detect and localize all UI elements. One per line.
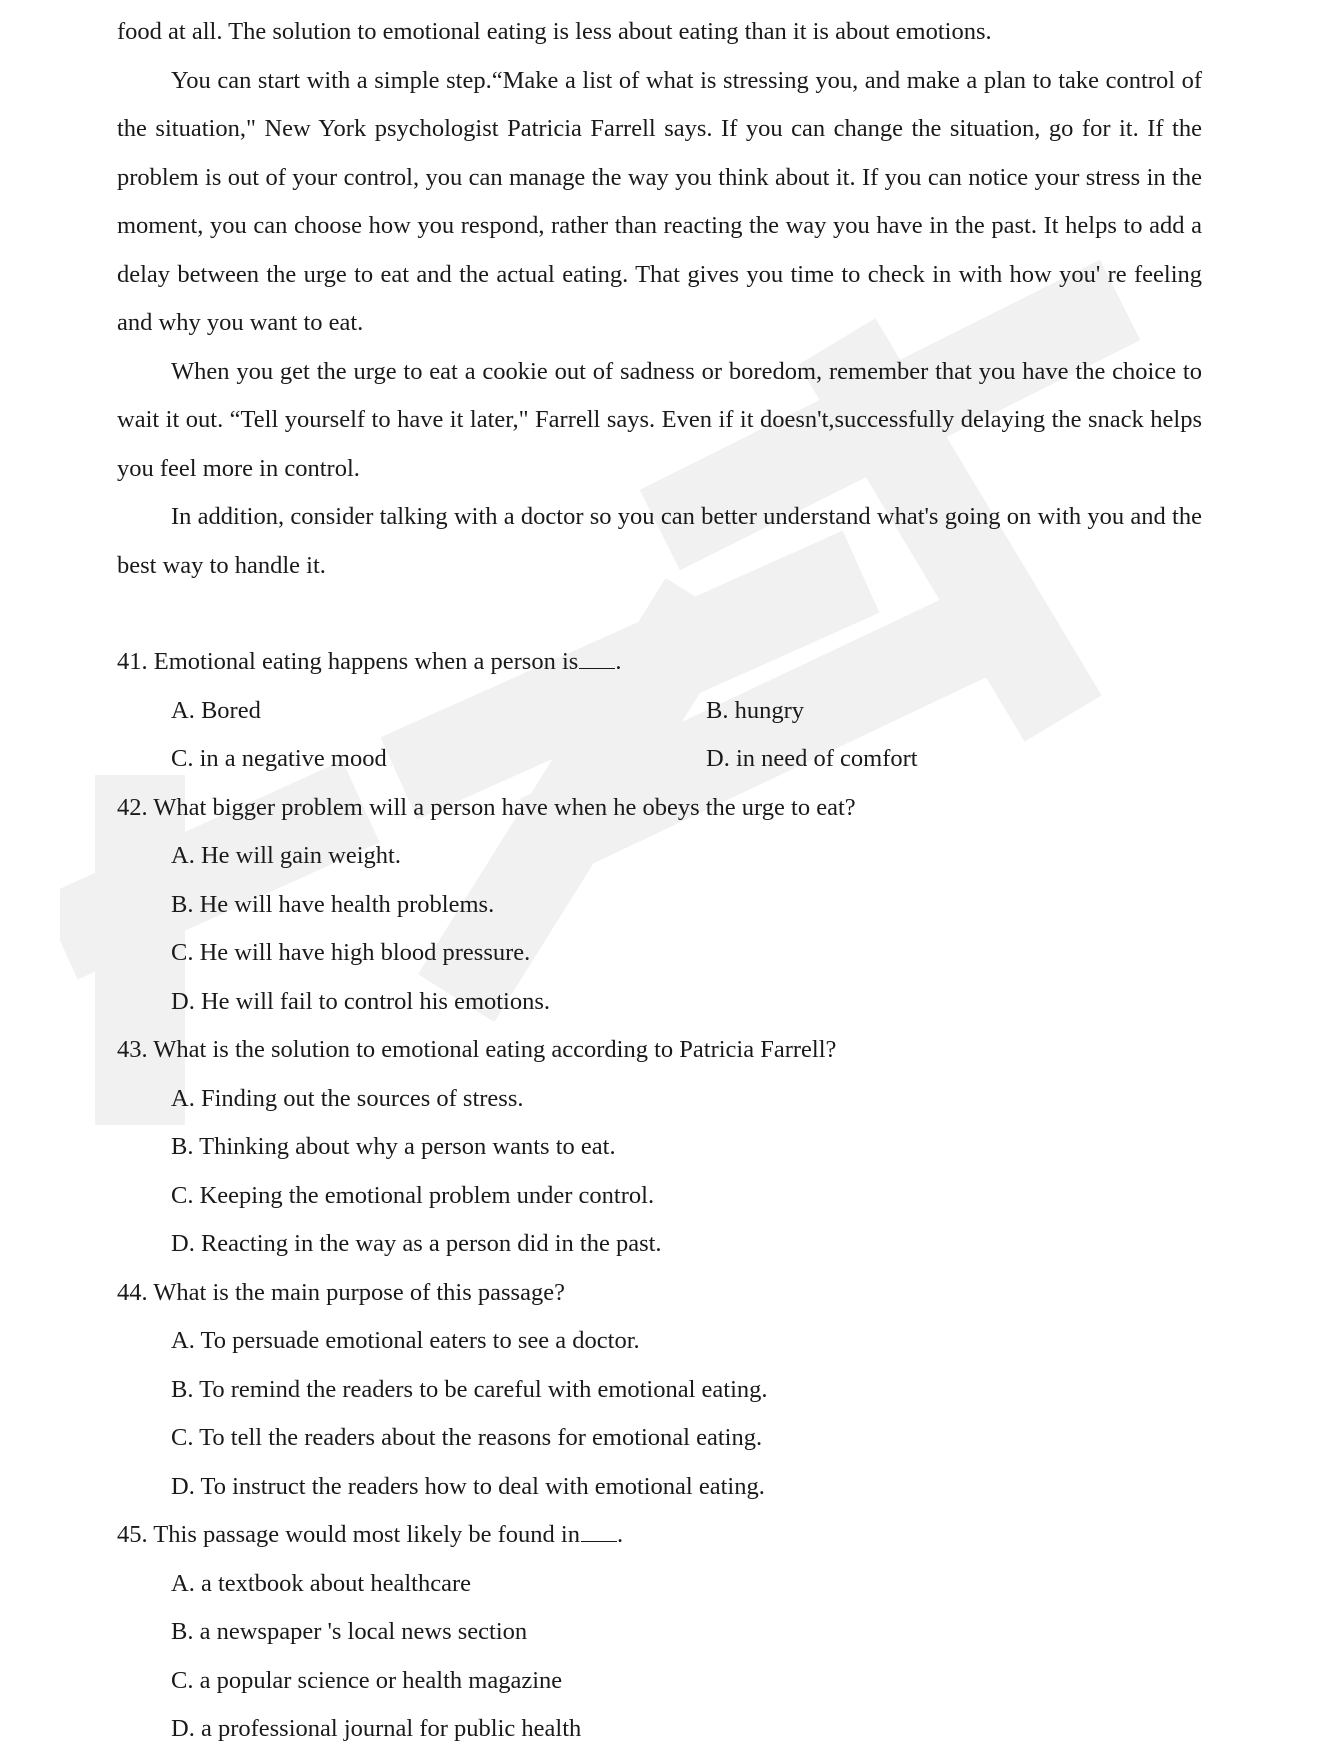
option-d: D. He will fail to control his emotions.	[171, 987, 551, 1015]
option-b: B. a newspaper 's local news section	[171, 1618, 528, 1645]
question-stem-suffix: .	[616, 1521, 624, 1548]
option-a: A. Bored	[171, 696, 261, 724]
option-d: D. a professional journal for public health	[171, 1715, 582, 1742]
options-list	[117, 1560, 1202, 1754]
option-b: B. hungry	[706, 696, 804, 724]
question-stem-text: 45. This passage would most likely be found in	[117, 1521, 580, 1548]
option-b: B. He will have health problems.	[171, 890, 495, 918]
question-45	[117, 1511, 1202, 1754]
option-c: C. To tell the readers about the reasons for emotional eating.	[171, 1424, 763, 1451]
option-a: A. Finding out the sources of stress.	[171, 1084, 524, 1112]
question-stem	[117, 1511, 1202, 1560]
options-list	[117, 687, 1202, 784]
option-d: D. Reacting in the way as a person did in the past.	[171, 1230, 662, 1257]
question-43	[117, 1026, 1202, 1269]
option-a: A. He will gain weight.	[171, 842, 401, 869]
paragraph-1: food at all. The solution to emotional eating is less about eating than it is about emotions.	[117, 18, 992, 45]
options-list	[117, 1317, 1202, 1511]
document-page	[117, 8, 1202, 1754]
option-c: C. a popular science or health magazine	[171, 1666, 563, 1694]
options-list	[117, 832, 1202, 1026]
section-gap	[117, 590, 1202, 638]
question-41	[117, 638, 1202, 784]
option-a: A. To persuade emotional eaters to see a doctor.	[171, 1327, 640, 1354]
paragraph-3: When you get the urge to eat a cookie out of sadness or boredom, remember that you have the choice to wait it out. “Tell yourself to have it later," Farrell says. Even if it doesn't,successfully delaying the snack helps you feel more in control.	[117, 357, 1202, 482]
question-stem: 42. What bigger problem will a person have when he obeys the urge to eat?	[117, 793, 856, 821]
option-c: C. He will have high blood pressure.	[171, 939, 531, 966]
option-c: C. Keeping the emotional problem under control.	[171, 1181, 655, 1209]
option-a: A. a textbook about healthcare	[171, 1569, 472, 1597]
question-stem-suffix: .	[615, 648, 622, 675]
options-list	[117, 1075, 1202, 1269]
question-44	[117, 1269, 1202, 1512]
paragraph-2: You can start with a simple step.“Make a list of what is stressing you, and make a plan to take control of the situation," New York psychologist Patricia Farrell says. If you can change the situation, go for it. If the problem is out of your control, you can manage the way you think about it. If you can notice your stress in the moment, you can choose how you respond, rather than reacting the way you have in the past. It helps to add a delay between the urge to eat and the actual eating. That gives you time to check in with how you' re feeling and why you want to eat.	[117, 66, 1202, 336]
question-42	[117, 784, 1202, 1027]
option-c: C. in a negative mood	[171, 745, 387, 772]
option-b: B. To remind the readers to be careful with emotional eating.	[171, 1375, 768, 1403]
option-b: B. Thinking about why a person wants to eat.	[171, 1133, 616, 1160]
answer-blank	[579, 650, 615, 669]
option-d: D. To instruct the readers how to deal with emotional eating.	[171, 1472, 765, 1500]
answer-blank	[581, 1523, 617, 1542]
question-stem	[117, 638, 1202, 687]
question-stem: 44. What is the main purpose of this passage?	[117, 1278, 565, 1306]
option-d: D. in need of comfort	[706, 745, 918, 772]
question-stem: 43. What is the solution to emotional eating according to Patricia Farrell?	[117, 1036, 837, 1063]
paragraph-4: In addition, consider talking with a doctor so you can better understand what's going on with you and the best way to handle it.	[117, 503, 1202, 579]
question-stem-text: 41. Emotional eating happens when a person is	[117, 648, 579, 675]
